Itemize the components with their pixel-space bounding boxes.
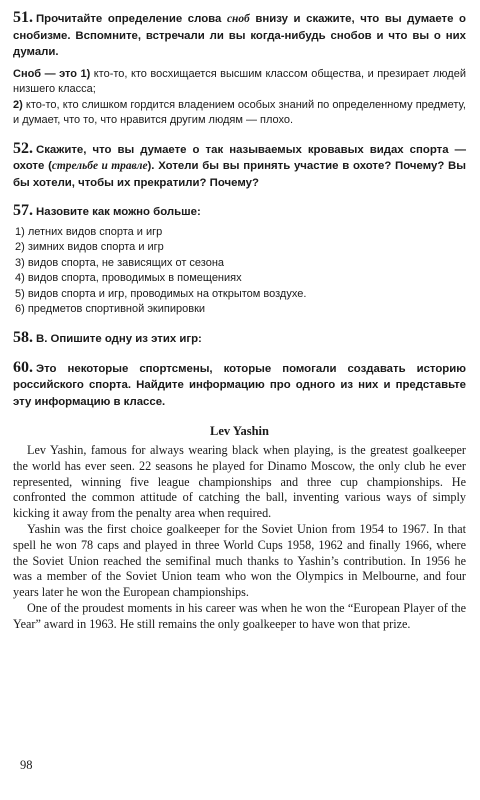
paragraph: Yashin was the first choice goalkeeper for the Soviet Union from 1954 to 1967. In that spell he won 78 caps and played in three World Cups 1958, 1962 and finally 1966, where the Soviet Union reached the semifinal much thanks to Yashin’s contribution. In 1956 he was a member of the Soviet Union team who won the Olympics in Melbourne, and four years later he won the European championships.	[13, 522, 466, 600]
definition-block	[13, 67, 466, 129]
exercise-58	[13, 330, 466, 348]
list-item: 2) зимних видов спорта и игр	[15, 241, 164, 254]
instruction-text: Это некоторые спортсмены, которые помогали создавать историю российского спорта. Найдите информацию про одного из них и представьте эту информацию в классе.	[13, 362, 466, 408]
instruction-text: внизу и скажите, что вы думаете о снобизме. Вспомните, встречали ли вы когда-нибудь снобов и что вы о них думали.	[13, 13, 466, 58]
exercise-number: 52.	[13, 139, 33, 157]
exercise-number: 60.	[13, 358, 33, 376]
page-number: 98	[20, 758, 33, 772]
paragraph: Lev Yashin, famous for always wearing black when playing, is the greatest goalkeeper the world has ever seen. 22 seasons he played for Dinamo Moscow, the only club he ever represented, winning five league championships and three cup championships. He confronted the common attitude of catching the ball, inventing various ways of simply kicking it away from the penalty area when required.	[13, 443, 466, 521]
definition-term: Сноб — это 1)	[13, 67, 91, 80]
exercise-number: 57.	[13, 202, 33, 219]
exercise-57-instruction	[13, 203, 466, 221]
instruction-text: Скажите, что вы думаете о так называемых кровавых видах спорта — охоте (	[13, 143, 466, 172]
definition-2: кто-то, кто слишком гордится владением особых знаний по определенному предмету, и думает, что то, что нравится другим людям — плохо.	[13, 98, 466, 126]
instruction-text: Назовите как можно больше:	[36, 206, 201, 218]
instruction-text: В. Опишите одну из этих игр:	[36, 333, 202, 346]
list-item: 5) видов спорта и игр, проводимых на открытом воздухе.	[15, 287, 307, 300]
exercise-60-instruction	[13, 360, 466, 411]
sports-list	[15, 225, 466, 319]
list-item: 6) предметов спортивной экипировки	[15, 303, 206, 316]
paragraph: One of the proudest moments in his career was when he won the “European Player of the Year” award in 1963. He still remains the only goalkeeper to have won that prize.	[13, 601, 466, 631]
exercise-60	[13, 360, 466, 411]
italic-word: сноб	[226, 13, 250, 25]
definition-1: кто-то, кто восхищается высшим классом общества, и презирает людей низшего класса;	[13, 67, 466, 95]
exercise-51	[13, 10, 466, 129]
exercise-52-instruction	[13, 141, 466, 192]
instruction-text: ). Хотели бы вы принять участие в охоте? Почему? Вы бы хотели, чтобы их прекратили? Почему?	[13, 160, 466, 189]
exercise-number: 51.	[13, 9, 33, 26]
instruction-text: Прочитайте определение слова	[36, 13, 227, 25]
list-item: 3) видов спорта, не зависящих от сезона	[15, 256, 225, 269]
definition-2-number: 2)	[13, 98, 23, 111]
italic-phrase: стрельбе и травле	[51, 160, 148, 172]
list-item: 4) видов спорта, проводимых в помещениях	[15, 272, 242, 285]
exercise-number: 58.	[13, 329, 33, 347]
passage-title: Lev Yashin	[210, 424, 269, 439]
exercise-57	[13, 203, 466, 318]
exercise-52	[13, 141, 466, 192]
list-item: 1) летних видов спорта и игр	[15, 225, 163, 238]
exercise-51-instruction	[13, 10, 466, 61]
reading-passage	[13, 424, 466, 633]
exercise-58-instruction	[13, 330, 466, 348]
